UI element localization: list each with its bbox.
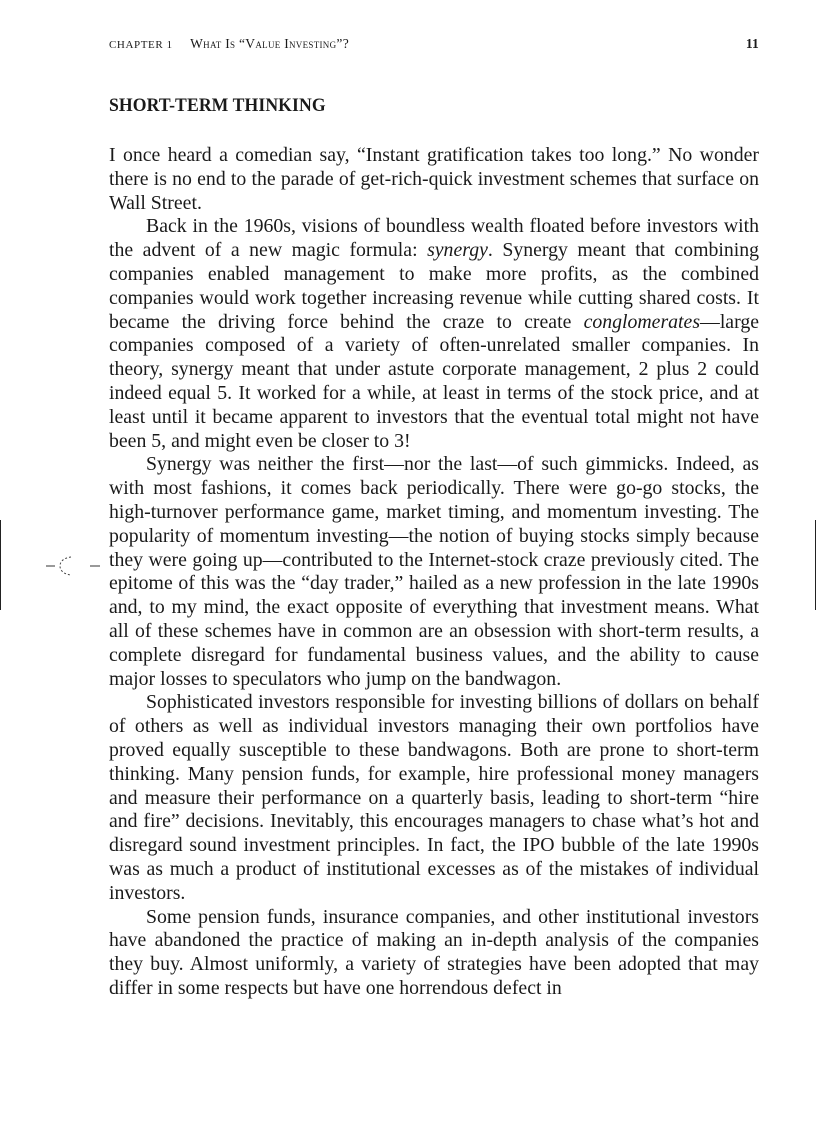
text-run: —large companies composed of a variety of often-unrelated smaller companies. In theory, synergy meant that under astute corporate management, 2 plus 2 could indeed equal 5. It worked for a while, at least in terms of the stock price, and at least until it became apparent to investors that the eventual total might not have been 5, and might even be closer to 3! (109, 310, 759, 452)
italic-term: conglomerates (583, 310, 701, 333)
paragraph (109, 215, 759, 453)
section-heading: SHORT-TERM THINKING (109, 95, 326, 116)
text-run: Synergy was neither the first—nor the last—of such gimmicks. Indeed, as with most fashions, it comes back periodically. There were go-go stocks, the high-turnover performance game, market timing, and momentum investing. The popularity of momentum investing—the notion of buying stocks simply because they were going up—contributed to the Internet-stock craze previously cited. The epitome of this was the “day trader,” hailed as a new profession in the late 1990s and, to my mind, the exact opposite of everything that investment means. What all of these schemes have in common are an obsession with short-term results, a complete disregard for fundamental business values, and the ability to cause major losses to speculators who jump on the bandwagon. (109, 453, 759, 690)
chapter-label: CHAPTER 1 (109, 39, 173, 51)
left-crop-mark (0, 520, 1, 610)
binding-mark-icon (44, 553, 104, 577)
page-number: 11 (745, 36, 759, 51)
chapter-title: What Is “Value Investing”? (190, 36, 349, 51)
text-run: Back in the 1960s, visions of boundless wealth floated before investors with the advent of a new magic formula: (109, 215, 759, 262)
text-run: I once heard a comedian say, “Instant gratification takes too long.” No wonder there is no end to the parade of get-rich-quick investment schemes that surface on Wall Street. (109, 144, 759, 214)
paragraph (109, 906, 759, 1001)
running-head (109, 36, 759, 54)
italic-term: synergy (427, 239, 488, 262)
text-run: Sophisticated investors responsible for investing billions of dollars on behalf of others as well as individual investors managing their own portfolios have proved equally susceptible to these bandwagons. Both are prone to short-term thinking. Many pension funds, for example, hire professional money managers and measure their performance on a quarterly basis, leading to short-term “hire and fire” decisions. Inevitably, this encourages managers to chase what’s hot and disregard sound investment principles. In fact, the IPO bubble of the late 1990s was as much a product of institutional excesses as of the mistakes of individual investors. (109, 691, 759, 904)
text-run: . Synergy meant that combining companies enabled management to make more profits, as the combined companies would work together increasing revenue while cutting shared costs. It became the driving force behind the craze to create (109, 239, 760, 333)
paragraph (109, 691, 759, 905)
paragraph (109, 144, 759, 215)
paragraph (109, 453, 759, 691)
text-run: Some pension funds, insurance companies, and other institutional investors have abandoned the practice of making an in-depth analysis of the companies they buy. Almost uniformly, a variety of strategies have been adopted that may differ in some respects but have one horrendous defect in (109, 905, 759, 999)
body-text (109, 144, 759, 1001)
